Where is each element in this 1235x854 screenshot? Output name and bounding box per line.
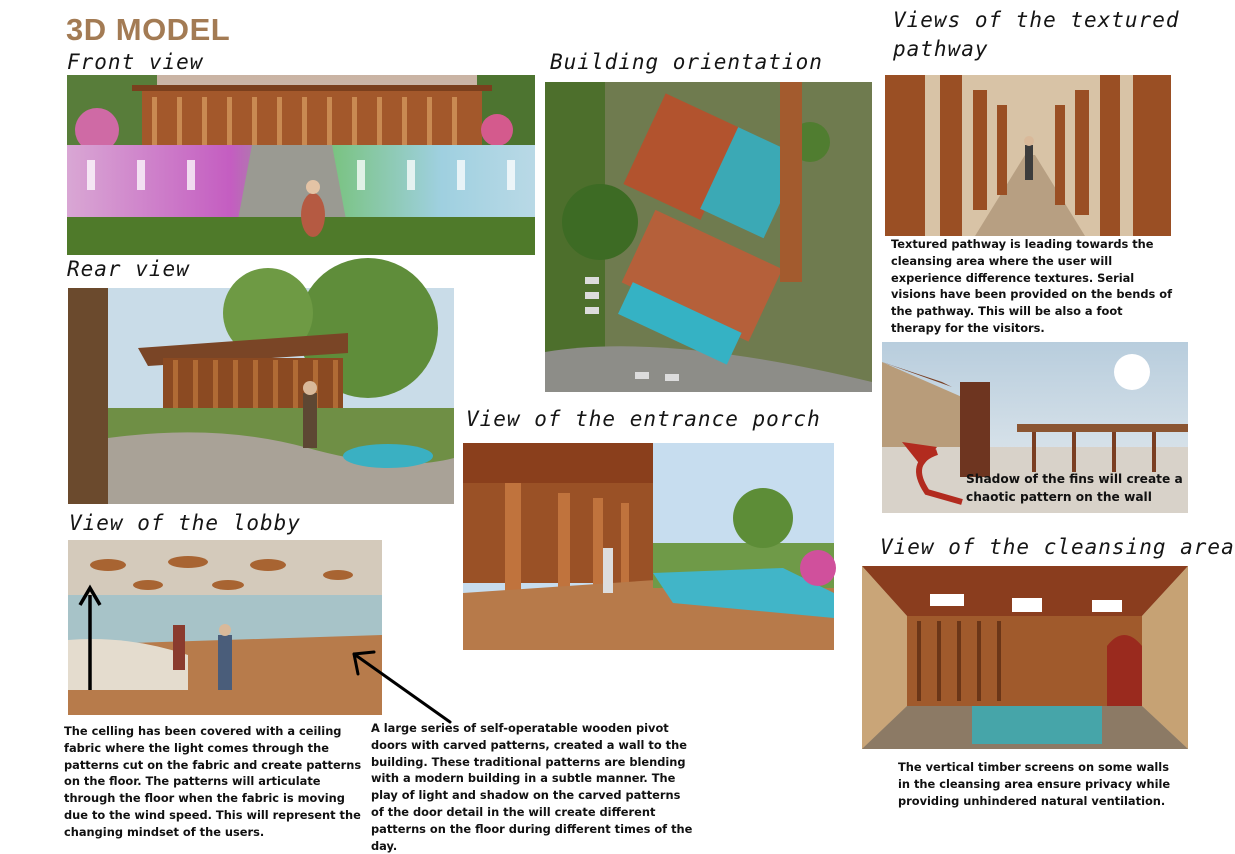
cleansing-area-render [862,566,1188,749]
entrance-porch-description: A large series of self-operatable wooden pivot doors with carved patterns, created a wall to the building. These traditional patterns are blending with a modern building in a subtle manner. The play of light and shadow on the carved patterns of the door detail in the will create different patterns on the floor during different times of the day. [371,721,693,853]
lobby-render [68,540,382,715]
shadow-fins-caption: Shadow of the fins will create a chaotic pattern on the wall [966,472,1183,504]
textured-pathway-label: Views of the textured pathway [893,8,1180,61]
shadow-fins-render [882,342,1188,513]
cleansing-area-description: The vertical timber screens on some walls in the cleansing area ensure privacy while providing unhindered natural ventilation. [898,760,1171,808]
front-view-label: Front view [67,50,204,74]
rear-view-render [68,288,454,504]
page-title: 3D MODEL [66,12,231,47]
textured-pathway-description: Textured pathway is leading towards the cleansing area where the user will experience difference textures. Serial visions have been provided on the bends of the pathway. This will be also a foot therapy for the visitors. [891,237,1173,335]
lobby-description: The celling has been covered with a ceiling fabric where the light comes through the patterns cut on the fabric and create patterns on the floor. The patterns will articulate through the floor when the fabric is moving due to the wind speed. This will represent the changing mindset of the users. [64,724,362,839]
entrance-porch-label: View of the entrance porch [466,407,821,431]
front-view-render [67,75,535,255]
entrance-porch-render [463,443,834,650]
textured-pathway-render [885,75,1171,236]
rear-view-label: Rear view [67,257,190,281]
cleansing-area-label: View of the cleansing area [880,535,1235,559]
building-orientation-label: Building orientation [550,50,823,74]
lobby-pointer-arrow [340,640,460,730]
building-orientation-render [545,82,872,392]
lobby-label: View of the lobby [69,511,301,535]
